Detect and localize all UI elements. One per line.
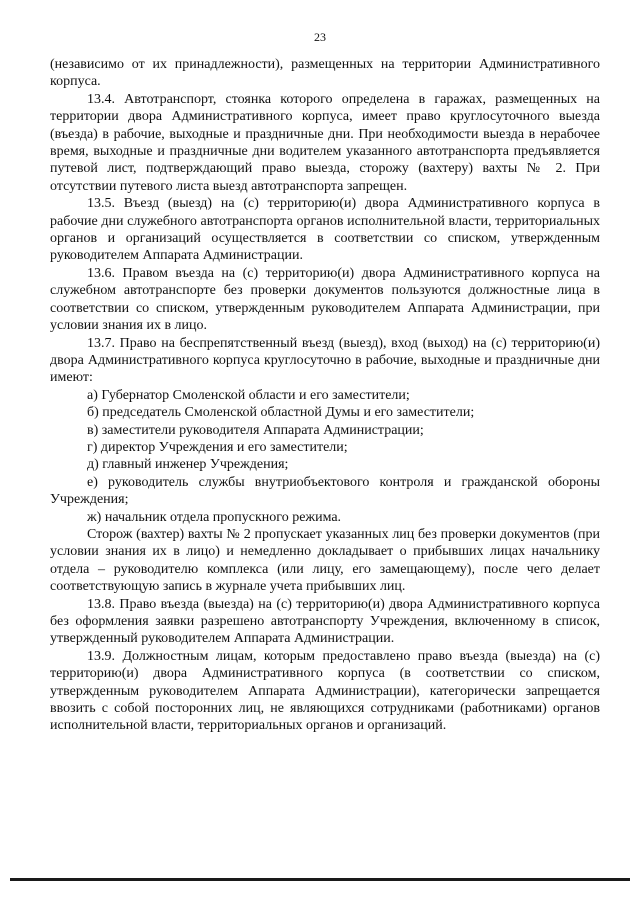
- bottom-rule: [10, 878, 630, 881]
- list-item-zh: ж) начальник отдела пропускного режима.: [87, 509, 342, 525]
- page-number: 23: [314, 30, 326, 44]
- list-item-b: б) председатель Смоленской областной Думы и его заместители;: [87, 405, 475, 421]
- paragraph-13-7: 13.7. Право на беспрепятственный въезд (выезд), вход (выход) на (с) территорию(и) двора Административного корпуса круглосуточно в рабочие, выходные и праздничные дни имеют:: [50, 335, 600, 386]
- paragraph-guard: Сторож (вахтер) вахты № 2 пропускает указанных лиц без проверки документов (при условии знания их в лицо) и немедленно докладывает о прибывших лицах начальнику отдела – руководителю комплекса (или лицу, его замещающему), после чего делает соответствующую запись в журнале учета прибывших лиц.: [50, 526, 600, 595]
- list-item-g: г) директор Учреждения и его заместители;: [87, 439, 348, 455]
- paragraph-13-6: 13.6. Правом въезда на (с) территорию(и) двора Административного корпуса на служебном автотранспорте без проверки документов пользуются должностные лица в соответствии со списком, утвержденным руководителем Аппарата Администрации, при условии знания их в лицо.: [50, 265, 600, 334]
- document-body: [50, 56, 600, 735]
- list-item-d: д) главный инженер Учреждения;: [87, 457, 289, 473]
- paragraph-13-4: 13.4. Автотранспорт, стоянка которого определена в гаражах, размещенных на территории двора Административного корпуса, имеет право круглосуточного выезда (въезда) в рабочие, выходные и праздничные дни. При необходимости выезда в нерабочее время, выходные и праздничные дни водителем указанного автотранспорта предъявляется путевой лист, подтверждающий право выезда, сторожу (вахтеру) вахты № 2. При отсутствии путевого листа выезд автотранспорта запрещен.: [50, 91, 600, 194]
- paragraph-continuation: (независимо от их принадлежности), размещенных на территории Административного корпуса.: [50, 57, 600, 90]
- list-item-e: е) руководитель службы внутриобъектового контроля и гражданской обороны Учреждения;: [50, 474, 600, 508]
- paragraph-13-9: 13.9. Должностным лицам, которым предоставлено право въезда (выезда) на (с) территорию(и) двора Административного корпуса (в соответствии со списком, утвержденным руководителем Аппарата Администрации), категорически запрещается ввозить с собой посторонних лиц, не являющихся сотрудниками (работниками) органов исполнительной власти, территориальных органов и организаций.: [50, 648, 600, 734]
- list-item-a: а) Губернатор Смоленской области и его заместители;: [87, 387, 410, 403]
- paragraph-13-5: 13.5. Въезд (выезд) на (с) территорию(и) двора Административного корпуса в рабочие дни служебного автотранспорта органов исполнительной власти, территориальных органов и организаций осуществляется в соответствии со списком, утвержденным руководителем Аппарата Администрации.: [50, 196, 600, 264]
- list-item-v: в) заместители руководителя Аппарата Администрации;: [87, 422, 424, 438]
- paragraph-13-8: 13.8. Право въезда (выезда) на (с) территорию(и) двора Административного корпуса без оформления заявки разрешено автотранспорту Учреждения, включенному в список, утвержденный руководителем Аппарата Администрации.: [50, 596, 600, 647]
